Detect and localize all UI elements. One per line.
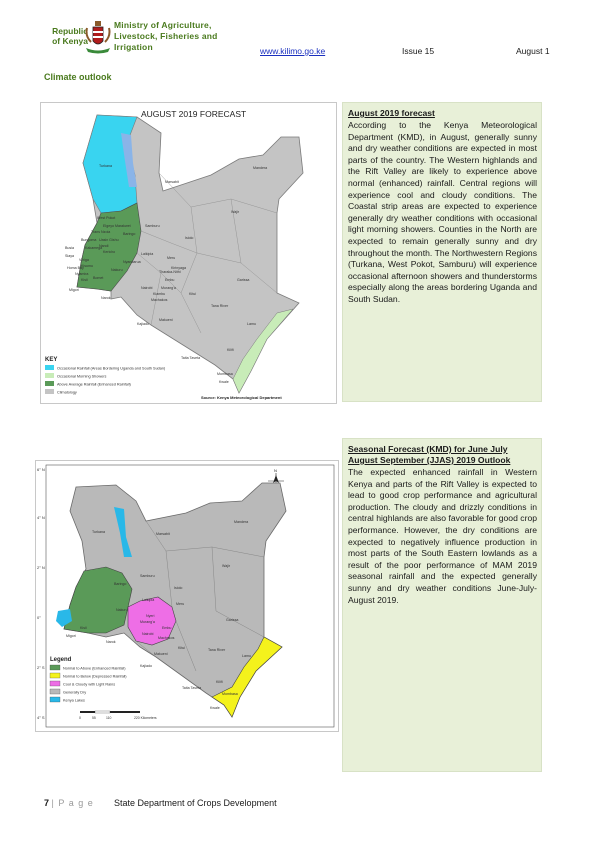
map1-legend-label: Above Average Rainfall (Enhanced Rainfall): [57, 382, 131, 387]
map1-legend-label: Climatology: [57, 390, 77, 395]
map2-scale-label: 55: [92, 716, 96, 720]
page-footer: [44, 798, 277, 808]
august-forecast-body: According to the Kenya Meteorological Department (KMD), in August, generally sunny and dry weather conditions are expected in most parts of the country. The Western highlands and the Rift Valley are likely to experience above normal (enhanced) rainfall. Central regions will experience cool and cloudy conditions. The Coastal strip areas are expected to experience generally dry weather conditions with occasional light morning showers. Counties in the North are expected to remain generally sunny and dry throughout the month. The Northwestern Regions (Turkana, West Pokot, Samburu) will experience occasional afternoon showers and thunderstorms especially along the areas bordering Uganda and South Sudan.: [348, 120, 537, 304]
map1-place-label: Kericho: [103, 250, 116, 254]
map2-legend-label: Normal to Above (Enhanced Rainfall): [63, 666, 126, 671]
august-forecast-map: [40, 102, 337, 404]
department-name: State Department of Crops Development: [114, 798, 277, 808]
map2-place-label: Tana River: [208, 648, 226, 652]
map1-place-label: Taita Taveta: [181, 356, 201, 360]
issue-date: August 1: [516, 46, 550, 56]
map1-place-label: Kajiado: [137, 322, 149, 326]
map1-legend-swatch: [45, 365, 54, 370]
map2-legend: [50, 665, 127, 703]
august-forecast-map-svg: [41, 103, 336, 403]
map2-lat-label: 0°: [37, 615, 41, 620]
seasonal-forecast-map: [35, 460, 339, 732]
map2-legend-swatch: [50, 665, 60, 670]
map1-place-label: Lamu: [247, 322, 256, 326]
map2-place-label: Makueni: [154, 652, 168, 656]
section-title: Climate outlook: [44, 72, 112, 82]
map2-place-label: Migori: [66, 634, 76, 638]
map1-place-label: Marsabit: [165, 180, 179, 184]
map2-place-label: Embu: [162, 626, 172, 630]
map1-place-label: Makueni: [159, 318, 173, 322]
map1-place-label: Bungoma: [81, 238, 97, 242]
map1-place-label: Busia: [65, 246, 74, 250]
map1-place-label: Kakamega: [85, 246, 103, 250]
map2-scale-label: 110: [106, 716, 112, 720]
map2-legend-swatch: [50, 681, 60, 686]
map1-legend-swatch: [45, 389, 54, 394]
map1-place-label: Kiambu: [153, 292, 166, 296]
map1-place-label: Homa Bay: [67, 266, 84, 270]
map2-scale-label: 0: [79, 716, 81, 720]
map1-place-label: Nairobi: [141, 286, 153, 290]
map1-place-label: Machakos: [151, 298, 168, 302]
map1-place-label: Meru: [167, 256, 176, 260]
map2-place-label: Baringo: [114, 582, 127, 586]
issue-number: Issue 15: [402, 46, 435, 56]
map1-legend-label: Occasional Rainfall (Areas Bordering Uganda and South Sudan): [57, 366, 166, 371]
map2-legend-label: Normal to Below (Depressed Rainfall): [63, 674, 127, 679]
map2-place-label: Samburu: [140, 574, 155, 578]
map1-legend-label: Occasional Morning Showers: [57, 374, 107, 379]
map2-lat-label: 4° S: [37, 715, 45, 720]
map1-place-label: Mombasa: [217, 372, 233, 376]
map2-legend-title: Legend: [50, 657, 72, 663]
map1-place-label: Siaya: [65, 254, 74, 258]
map2-legend-swatch: [50, 697, 60, 702]
map2-place-label: Taita Taveta: [182, 686, 202, 690]
map2-place-label: Nakuru: [116, 608, 128, 612]
map2-legend-label: Kenya Lakes: [63, 698, 85, 703]
map1-place-label: Trans Nzoia: [91, 230, 111, 234]
map1-place-label: Garissa: [237, 278, 250, 282]
map2-lat-label: 4° N: [37, 515, 45, 520]
august-forecast-title: August 2019 forecast: [348, 108, 435, 118]
map2-legend-swatch: [50, 689, 60, 694]
map2-enhanced-rainfall-region: [64, 567, 132, 633]
map2-place-label: Garissa: [226, 618, 239, 622]
map1-place-label: Kisii: [81, 278, 88, 282]
map1-place-label: Samburu: [145, 224, 160, 228]
map2-place-label: Meru: [176, 602, 185, 606]
seasonal-forecast-title: Seasonal Forecast (KMD) for June July August September (JJAS) 2019 Outlook: [348, 444, 511, 465]
map1-place-label: Turkana: [99, 164, 113, 168]
map2-place-label: Laikipia: [142, 598, 155, 602]
page-number: 7: [44, 798, 50, 808]
map2-scale-bar: [79, 711, 157, 720]
map1-place-label: Narok: [101, 296, 111, 300]
map1-place-label: Vihiga: [79, 258, 89, 262]
map1-place-label: Nyamira: [75, 272, 89, 276]
map1-place-label: Nandi: [99, 244, 109, 248]
map1-place-label: Kitui: [189, 292, 196, 296]
map1-title: AUGUST 2019 FORECAST: [141, 109, 247, 119]
map2-lat-label: 2° N: [37, 565, 45, 570]
map1-place-label: Elgeyo Marakwet: [103, 224, 131, 228]
map1-legend-swatch: [45, 381, 54, 386]
map2-place-label: Isiolo: [174, 586, 183, 590]
page-label: | P a g e: [51, 798, 94, 808]
map2-place-label: Narok: [106, 640, 116, 644]
map1-place-label: Tana River: [211, 304, 229, 308]
map2-place-label: Kilifi: [216, 680, 223, 684]
map1-place-label: Nyandarua: [123, 260, 141, 264]
map2-place-label: Turkana: [92, 530, 106, 534]
map1-place-label: Kilifi: [227, 348, 234, 352]
coat-of-arms-icon: [84, 20, 112, 56]
map1-place-label: Mandera: [253, 166, 268, 170]
map1-source: Source: Kenya Meteorological Department: [201, 395, 282, 400]
map2-legend-label: Cool & Cloudy with Light Rains: [63, 682, 116, 687]
republic-label: [44, 26, 88, 46]
map2-place-label: Kwale: [210, 706, 220, 710]
ministry-line2: Livestock, Fisheries and: [114, 31, 218, 41]
map1-key-title: KEY: [45, 357, 58, 363]
website-link[interactable]: www.kilimo.go.ke: [260, 46, 326, 56]
map2-latitude-labels: [37, 467, 45, 720]
map1-place-label: Nakuru: [111, 268, 123, 272]
map2-place-label: Kitui: [178, 646, 185, 650]
map1-legend-swatch: [45, 373, 54, 378]
map1-place-label: Bomet: [93, 276, 104, 280]
map1-place-label: Kisumu: [81, 264, 93, 268]
map1-place-label: Murang'a: [161, 286, 176, 290]
map2-place-label: Murang'a: [140, 620, 155, 624]
ministry-line3: Irrigation: [114, 42, 153, 52]
map1-place-label: Baringo: [123, 232, 136, 236]
republic-line2: of Kenya: [52, 36, 88, 46]
map2-place-label: Kisii: [80, 626, 87, 630]
map2-place-label: Wajir: [222, 564, 231, 568]
map2-place-label: Kajiado: [140, 664, 152, 668]
map1-place-label: Kwale: [219, 380, 229, 384]
map2-place-label: Nyeri: [146, 614, 155, 618]
seasonal-forecast-map-svg: [36, 461, 338, 731]
map2-place-label: Mombasa: [222, 692, 238, 696]
ministry-name: [114, 20, 218, 53]
map2-legend-swatch: [50, 673, 60, 678]
map1-place-label: Kirinyaga: [171, 266, 186, 270]
map2-scale-label: 220 Kilometers: [134, 716, 157, 720]
map1-place-label: West Pokot: [97, 216, 116, 220]
map2-legend-label: Generally Dry: [63, 690, 87, 695]
august-forecast-panel: [342, 102, 542, 402]
map2-place-label: Mandera: [234, 520, 249, 524]
map2-lat-label: 2° S: [37, 665, 45, 670]
map1-place-label: Migori: [69, 288, 79, 292]
map1-place-label: Embu: [165, 278, 175, 282]
seasonal-forecast-body: The expected enhanced rainfall in Western Kenya and parts of the Rift Valley is expected to lead to good crop performance and agricultural production. The cloudy and drizzly conditions in central highlands are also favorable for good crop performance. However, the dry conditions are expected to negatively influence production in most parts of the South Eastern lowlands as a result of the poor performance of MAM 2019 seasonal rainfall and the expected generally sunny and dry weather conditions June-July-August 2019.: [348, 467, 537, 605]
map2-place-label: Marsabit: [156, 532, 170, 536]
map1-place-label: Wajir: [231, 210, 240, 214]
map2-place-label: Machakos: [158, 636, 175, 640]
map1-place-label: Isiolo: [185, 236, 194, 240]
republic-line1: Republic: [52, 26, 88, 36]
map1-legend: [45, 365, 166, 395]
map2-place-label: Nairobi: [142, 632, 154, 636]
map2-north-label: N: [274, 468, 277, 473]
map1-place-label: Tharaka-Nithi: [159, 270, 181, 274]
ministry-line1: Ministry of Agriculture,: [114, 20, 212, 30]
map2-lat-label: 6° N: [37, 467, 45, 472]
map1-place-label: Uasin Gishu: [99, 238, 119, 242]
map1-place-label: Laikipia: [141, 252, 154, 256]
map2-place-label: Lamu: [242, 654, 251, 658]
seasonal-forecast-panel: [342, 438, 542, 772]
